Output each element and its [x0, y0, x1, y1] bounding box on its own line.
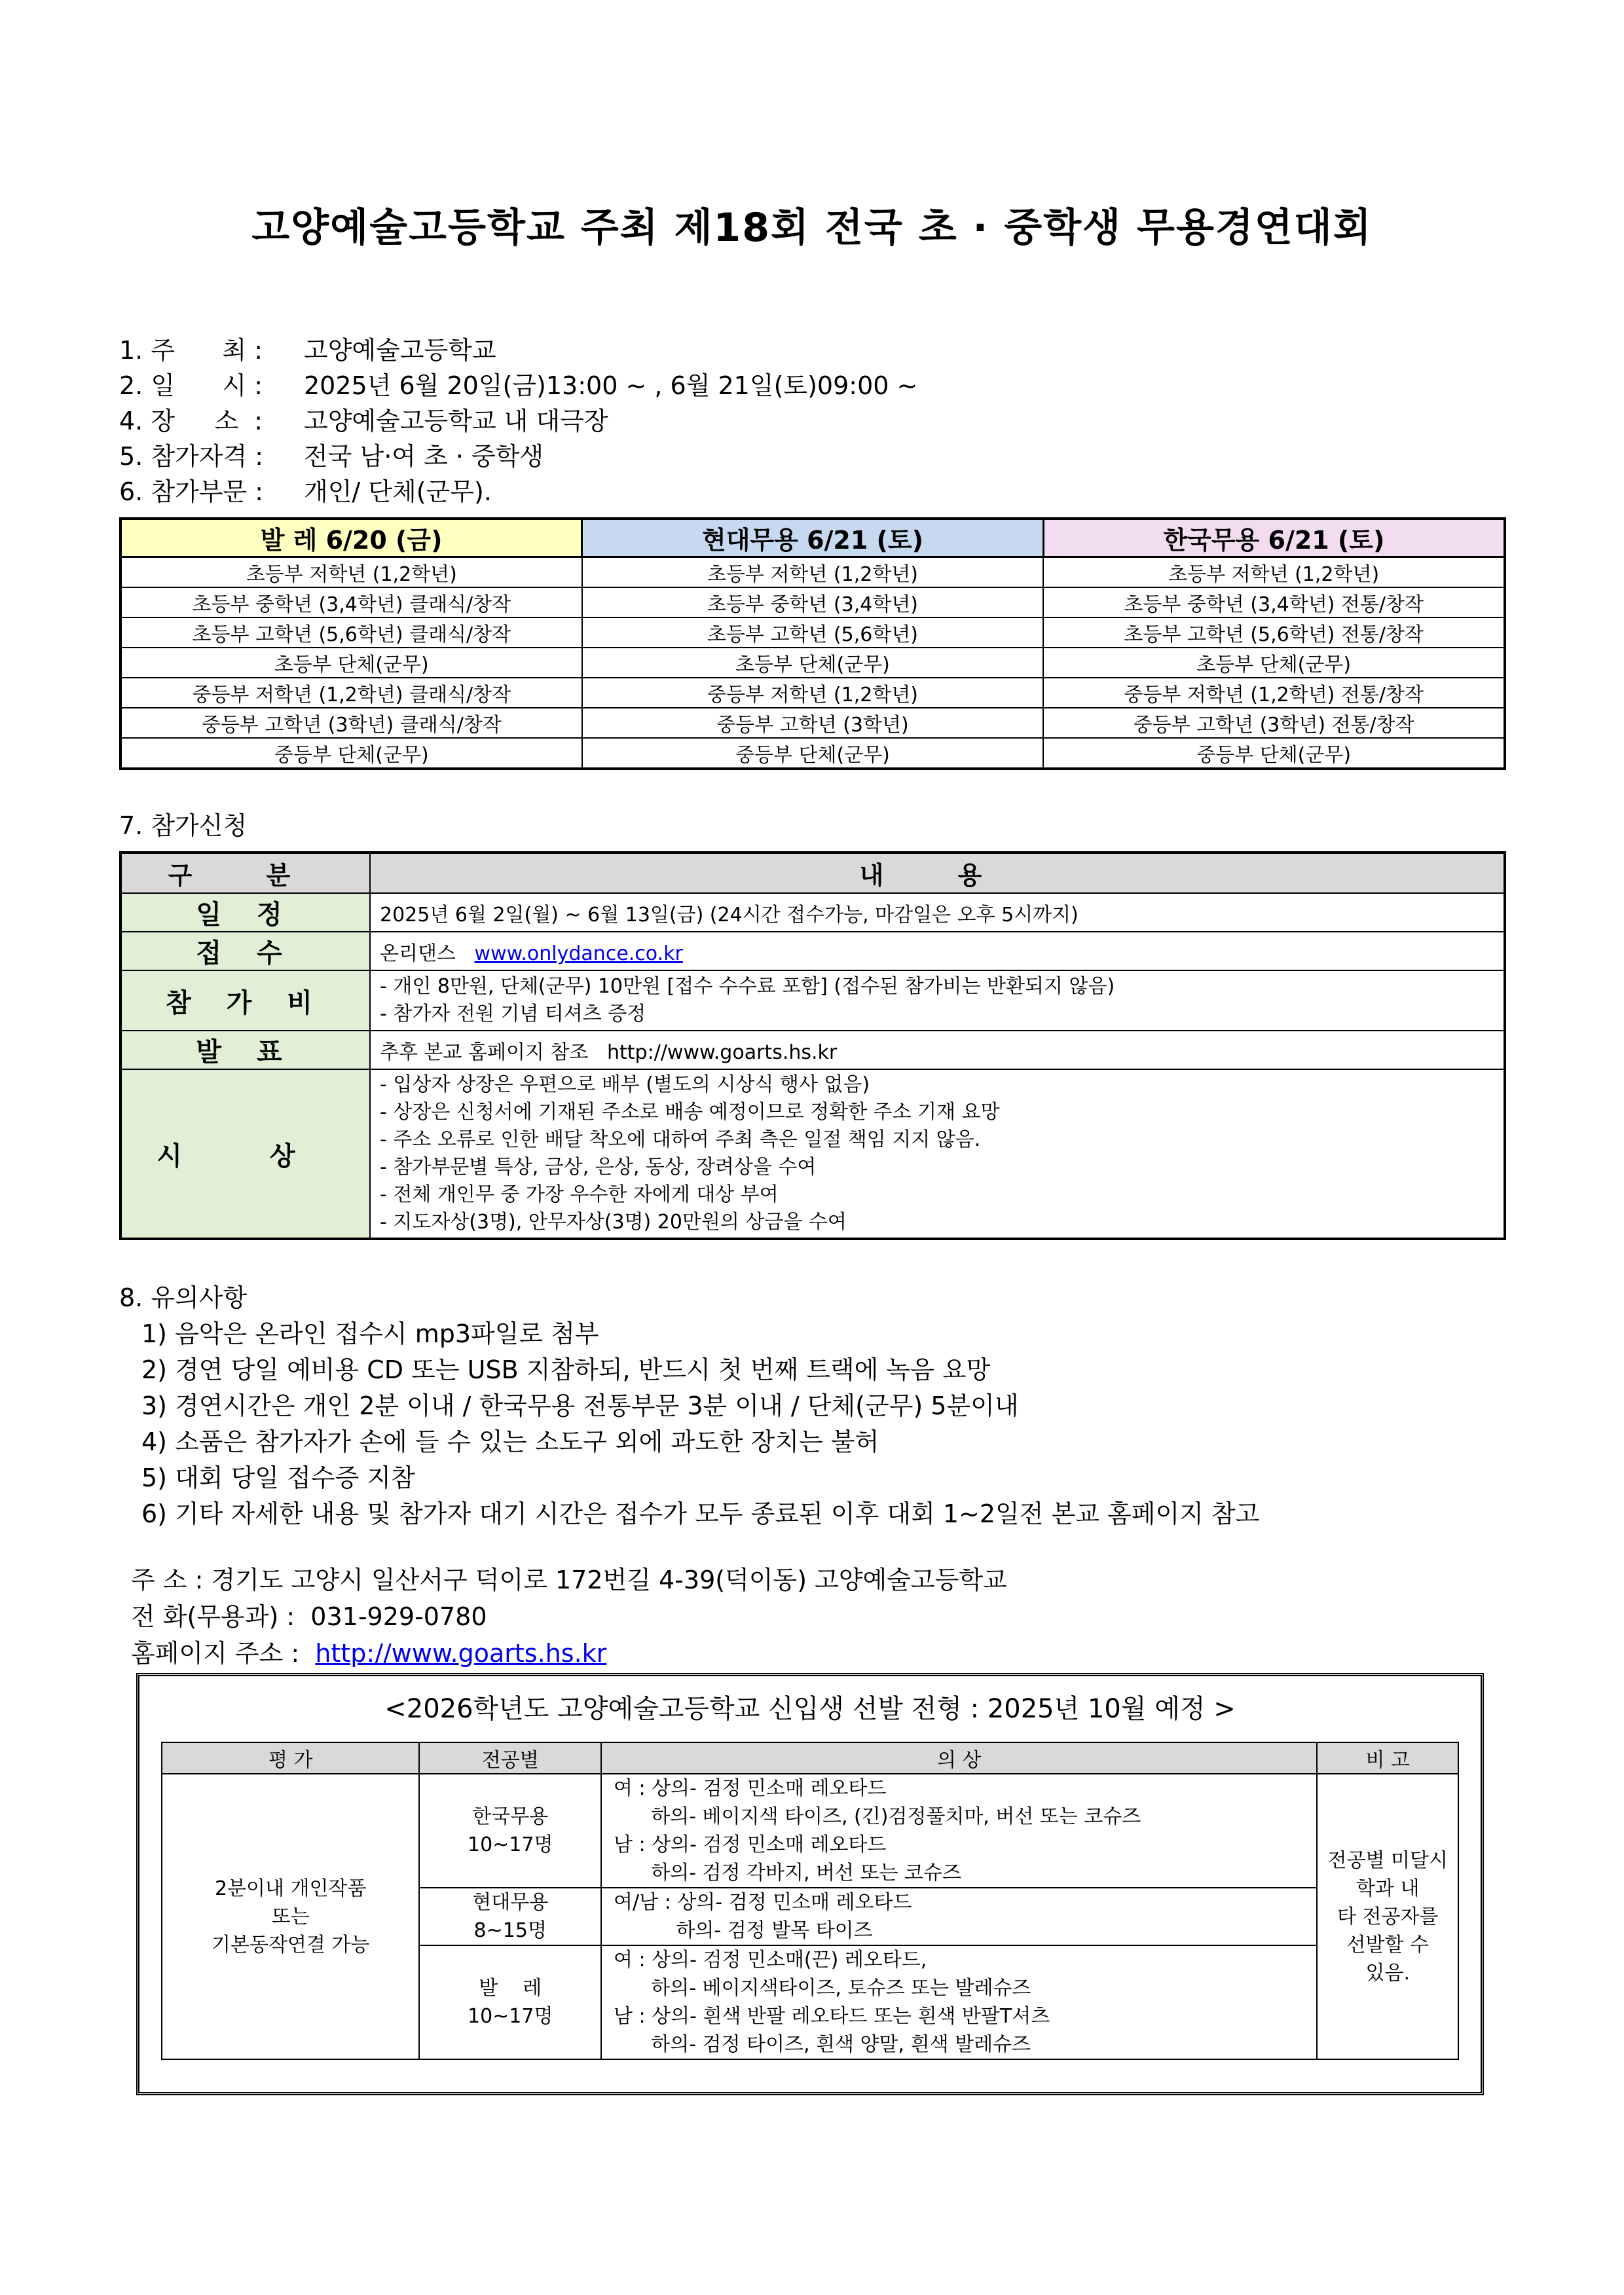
major-cell — [419, 1888, 601, 1945]
table-cell: 초등부 중학년 (3,4학년) 클래식/창작 — [120, 587, 582, 617]
major-count: 10~17명 — [468, 2005, 553, 2028]
table-cell: 초등부 저학년 (1,2학년) — [120, 557, 582, 588]
apply-fee-cell — [370, 970, 1505, 1031]
info-eligibility — [119, 439, 917, 474]
table-cell: 중등부 고학년 (3학년) — [582, 708, 1044, 738]
major-name: 발 레 — [479, 1977, 542, 2000]
apply-section-title: 7. 참가신청 — [119, 811, 248, 840]
costume-line: 하의- 베이지색타이즈, 토슈즈 또는 발레슈즈 — [614, 1977, 1031, 2000]
table-cell: 중등부 고학년 (3학년) 전통/창작 — [1043, 708, 1505, 738]
info-date — [119, 368, 917, 403]
apply-award-cell — [370, 1069, 1505, 1239]
award-line: - 입상자 상장은 우편으로 배부 (별도의 시상식 행사 없음) — [380, 1073, 870, 1096]
onlydance-link[interactable]: www.onlydance.co.kr — [474, 942, 683, 965]
note-item: 4) 소품은 참가자가 손에 들 수 있는 소도구 외에 과도한 장치는 불허 — [141, 1427, 879, 1456]
header-korean-dance: 한국무용 6/21 (토) — [1043, 519, 1505, 557]
remark-line: 학과 내 — [1356, 1877, 1420, 1900]
award-line: - 지도자상(3명), 안무자상(3명) 20만원의 상금을 수여 — [380, 1211, 847, 1234]
admission-header-remark: 비 고 — [1317, 1742, 1458, 1774]
eval-line: 기본동작연결 가능 — [212, 1933, 370, 1956]
major-cell — [419, 1774, 601, 1888]
table-cell: 초등부 단체(군무) — [582, 648, 1044, 678]
header-ballet: 발 레 6/20 (금) — [120, 519, 582, 557]
info-value: 개인/ 단체(군무). — [304, 477, 492, 506]
note-item: 6) 기타 자세한 내용 및 참가자 대기 시간은 접수가 모두 종료된 이후 대회 1~2일전 본교 홈페이지 참고 — [141, 1499, 1260, 1528]
admission-header-major: 전공별 — [419, 1742, 601, 1774]
costume-line: 여 : 상의- 검정 민소매 레오타드 — [614, 1777, 887, 1800]
table-row — [120, 587, 1505, 617]
apply-receipt-text: 온리댄스 — [380, 942, 456, 965]
eval-line: 2분이내 개인작품 — [214, 1877, 367, 1900]
remark-line: 타 전공자를 — [1337, 1905, 1439, 1928]
table-row — [120, 557, 1505, 588]
award-line: - 상장은 신청서에 기재된 주소로 배송 예정이므로 정확한 주소 기재 요망 — [380, 1101, 1000, 1124]
costume-cell — [601, 1945, 1317, 2059]
table-row — [120, 738, 1505, 769]
admission-title: <2026학년도 고양예술고등학교 신입생 선발 전형 : 2025년 10월 예정 > — [384, 1694, 1236, 1724]
contact-block — [131, 1562, 1007, 1672]
table-cell: 초등부 중학년 (3,4학년) 전통/창작 — [1043, 587, 1505, 617]
info-block — [119, 333, 917, 509]
info-venue — [119, 403, 917, 439]
apply-label-fee: 참 가 비 — [120, 970, 370, 1031]
info-label: 6. 참가부문 : — [119, 477, 264, 506]
costume-line: 하의- 검정 발목 타이즈 — [614, 1919, 873, 1942]
info-label: 1. 주 최 : — [119, 336, 263, 365]
info-value: 2025년 6월 20일(금)13:00 ~ , 6월 21일(토)09:00 ~ — [304, 371, 918, 400]
notes-title: 8. 유의사항 — [119, 1283, 248, 1312]
info-category — [119, 474, 917, 509]
table-row — [120, 678, 1505, 708]
info-value: 고양예술고등학교 내 대극장 — [304, 407, 608, 435]
table-row — [120, 648, 1505, 678]
costume-line: 여/남 : 상의- 검정 민소매 레오타드 — [614, 1891, 912, 1914]
apply-label-announce: 발 표 — [120, 1031, 370, 1069]
note-item: 5) 대회 당일 접수증 지참 — [141, 1463, 415, 1492]
table-cell: 중등부 저학년 (1,2학년) — [582, 678, 1044, 708]
costume-line: 하의- 베이지색 타이즈, (긴)검정풀치마, 버선 또는 코슈즈 — [614, 1805, 1141, 1828]
table-cell: 초등부 고학년 (5,6학년) — [582, 617, 1044, 648]
admission-box — [136, 1673, 1484, 2095]
contact-homepage — [131, 1635, 1007, 1672]
costume-cell — [601, 1888, 1317, 1945]
apply-schedule-text: 2025년 6월 2일(월) ~ 6월 13일(금) (24시간 접수가능, 마감일은 오후 5시까지) — [370, 893, 1505, 932]
remark-line: 선발할 수 — [1346, 1933, 1429, 1956]
homepage-link[interactable]: http://www.goarts.hs.kr — [315, 1639, 607, 1668]
apply-label-award: 시 상 — [120, 1069, 370, 1239]
info-label: 5. 참가자격 : — [119, 442, 264, 471]
major-name: 현대무용 — [472, 1891, 549, 1914]
table-cell: 중등부 단체(군무) — [582, 738, 1044, 769]
table-cell: 중등부 단체(군무) — [120, 738, 582, 769]
costume-line: 남 : 상의- 흰색 반팔 레오타드 또는 흰색 반팔T셔츠 — [614, 2005, 1050, 2028]
table-cell: 초등부 단체(군무) — [120, 648, 582, 678]
apply-label-schedule: 일 정 — [120, 893, 370, 932]
costume-line: 하의- 검정 각바지, 버선 또는 코슈즈 — [614, 1862, 961, 1884]
info-organizer — [119, 333, 917, 368]
major-name: 한국무용 — [472, 1805, 549, 1828]
info-label: 2. 일 시 : — [119, 371, 263, 400]
note-item: 2) 경연 당일 예비용 CD 또는 USB 지참하되, 반드시 첫 번째 트랙에 녹음 요망 — [141, 1355, 991, 1384]
header-modern-dance: 현대무용 6/21 (토) — [582, 519, 1044, 557]
major-cell — [419, 1945, 601, 2059]
remark-line: 전공별 미달시 — [1327, 1848, 1448, 1872]
table-cell: 초등부 고학년 (5,6학년) 클래식/창작 — [120, 617, 582, 648]
fee-line: - 개인 8만원, 단체(군무) 10만원 [접수 수수료 포함] (접수된 참가비는 반환되지 않음) — [380, 975, 1115, 998]
note-item: 3) 경연시간은 개인 2분 이내 / 한국무용 전통부문 3분 이내 / 단체(군무) 5분이내 — [141, 1391, 1019, 1420]
award-line: - 참가부문별 특상, 금상, 은상, 동상, 장려상을 수여 — [380, 1156, 817, 1179]
apply-header-content: 내 용 — [370, 853, 1505, 893]
table-row — [162, 1774, 1458, 1888]
costume-line: 하의- 검정 타이즈, 흰색 양말, 흰색 발레슈즈 — [614, 2033, 1031, 2056]
costume-cell — [601, 1774, 1317, 1888]
admission-remark-cell — [1317, 1774, 1458, 2059]
apply-announce-text: 추후 본교 홈페이지 참조 http://www.goarts.hs.kr — [370, 1031, 1505, 1069]
major-count: 10~17명 — [468, 1833, 553, 1856]
admission-eval-cell — [162, 1774, 419, 2059]
table-cell: 중등부 저학년 (1,2학년) 전통/창작 — [1043, 678, 1505, 708]
admission-header-costume: 의 상 — [601, 1742, 1317, 1774]
notes-section — [119, 1280, 1259, 1532]
page-title: 고양예술고등학교 주최 제18회 전국 초 · 중학생 무용경연대회 — [251, 205, 1373, 251]
table-cell: 초등부 저학년 (1,2학년) — [582, 557, 1044, 588]
admission-table — [161, 1742, 1459, 2060]
table-row — [120, 617, 1505, 648]
info-label: 4. 장 소 : — [119, 407, 263, 435]
table-cell: 초등부 고학년 (5,6학년) 전통/창작 — [1043, 617, 1505, 648]
apply-receipt-cell — [370, 932, 1505, 970]
apply-table — [119, 851, 1506, 1240]
admission-header-eval: 평 가 — [162, 1742, 419, 1774]
costume-line: 여 : 상의- 검정 민소매(끈) 레오타드, — [614, 1949, 927, 1972]
homepage-label: 홈페이지 주소 : — [131, 1639, 300, 1668]
major-count: 8~15명 — [473, 1919, 547, 1942]
contact-address: 주 소 : 경기도 고양시 일산서구 덕이로 172번길 4-39(덕이동) 고양예술고등학교 — [131, 1566, 1007, 1594]
table-cell: 중등부 저학년 (1,2학년) 클래식/창작 — [120, 678, 582, 708]
table-cell: 중등부 단체(군무) — [1043, 738, 1505, 769]
eval-line: 또는 — [271, 1905, 310, 1928]
award-line: - 전체 개인무 중 가장 우수한 자에게 대상 부여 — [380, 1183, 779, 1206]
table-row — [120, 708, 1505, 738]
fee-line: - 참가자 전원 기념 티셔츠 증정 — [380, 1002, 646, 1025]
info-value: 고양예술고등학교 — [304, 336, 496, 365]
table-cell: 중등부 고학년 (3학년) 클래식/창작 — [120, 708, 582, 738]
apply-label-receipt: 접 수 — [120, 932, 370, 970]
info-value: 전국 남·여 초 · 중학생 — [304, 442, 544, 471]
remark-line: 있음. — [1365, 1961, 1410, 1985]
note-item: 1) 음악은 온라인 접수시 mp3파일로 첨부 — [141, 1319, 599, 1348]
contact-phone: 전 화(무용과) : 031-929-0780 — [131, 1602, 487, 1631]
table-cell: 초등부 중학년 (3,4학년) — [582, 587, 1044, 617]
apply-header-category: 구 분 — [120, 853, 370, 893]
costume-line: 남 : 상의- 검정 민소매 레오타드 — [614, 1833, 887, 1856]
schedule-table — [119, 517, 1506, 770]
table-cell: 초등부 단체(군무) — [1043, 648, 1505, 678]
table-cell: 초등부 저학년 (1,2학년) — [1043, 557, 1505, 588]
award-line: - 주소 오류로 인한 배달 착오에 대하여 주최 측은 일절 책임 지지 않음. — [380, 1128, 981, 1151]
